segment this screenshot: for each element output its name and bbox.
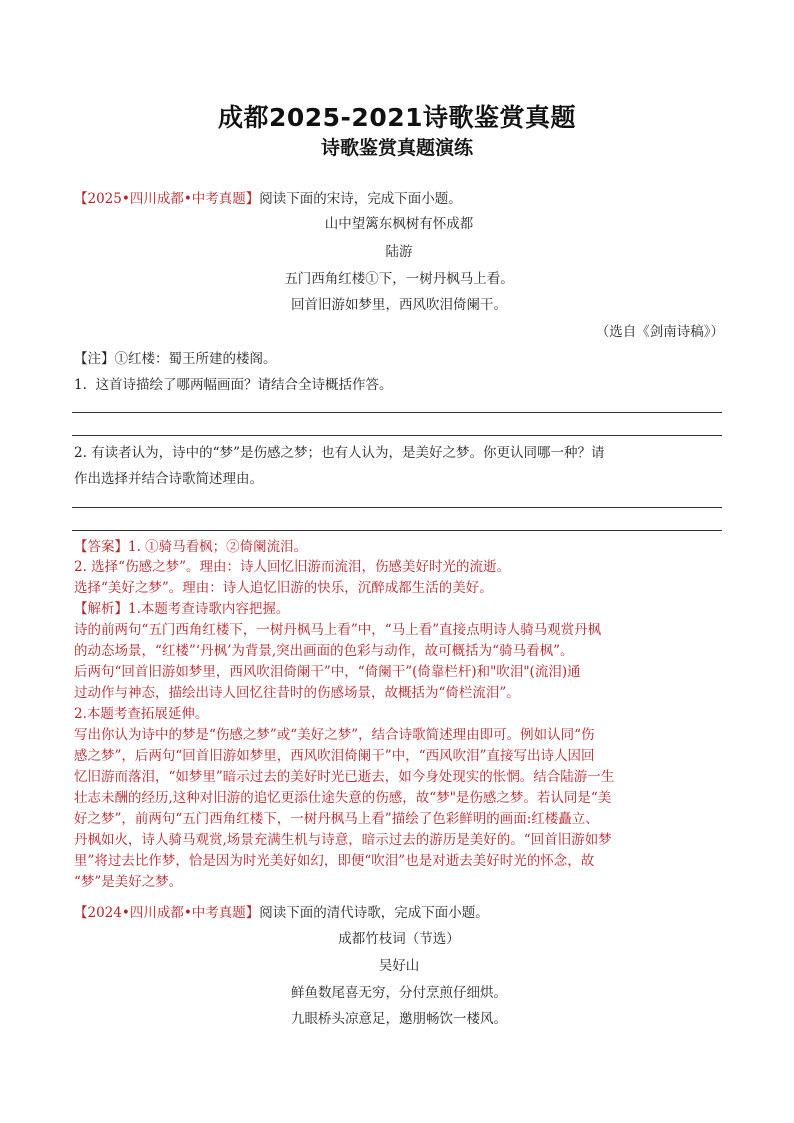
poem-note: 【注】①红楼：蜀王所建的楼阁。 <box>74 351 277 367</box>
question-number: 1. <box>74 377 87 393</box>
question-1 <box>74 374 724 396</box>
page-title: 成都2025-2021诗歌鉴赏真题 <box>217 103 577 132</box>
analysis-line-12: 丹枫如火，诗人骑马观赏,场景充满生机与诗意，暗示过去的游历是美好的。“回首旧游如梦 <box>74 832 612 848</box>
question-text: 这首诗描绘了哪两幅画面？请结合全诗概括作答。 <box>95 377 393 393</box>
exam-tag: 【2024•四川成都•中考真题】 <box>74 905 260 921</box>
answer-line-1: 【答案】1. ①骑马看枫；②倚阑流泪。 <box>74 539 308 555</box>
question-2-line-b: 作出选择并结合诗歌简述理由。 <box>74 471 263 487</box>
analysis-line-11: 好之梦”，前两句“五门西角红楼下，一树丹枫马上看”描绘了色彩鲜明的画面:红楼矗立、 <box>74 811 599 827</box>
exam-tag: 【2025•四川成都•中考真题】 <box>74 191 260 207</box>
analysis-line-1: 【解析】1.本题考查诗歌内容把握。 <box>74 601 290 617</box>
page-subtitle: 诗歌鉴赏真题演练 <box>320 137 473 159</box>
poem-line: 九眼桥头凉意足，邀朋畅饮一楼风。 <box>291 1011 507 1027</box>
poem-line: 五门西角红楼①下，一树丹枫马上看。 <box>284 271 514 287</box>
analysis-line-2: 诗的前两句“五门西角红楼下，一树丹枫马上看”中，“马上看”直接点明诗人骑马观赏丹枫 <box>74 622 602 638</box>
section-2025-header <box>74 188 724 210</box>
analysis-line-6: 2.本题考查拓展延伸。 <box>74 706 209 722</box>
poem-source: （选自《剑南诗稿》） <box>595 324 724 340</box>
answer-line-3: 选择“美好之梦”。理由：诗人追忆旧游的快乐，沉醉成都生活的美好。 <box>74 580 493 596</box>
question-2-line-a: 2. 有读者认为，诗中的“梦”是伤感之梦；也有人认为，是美好之梦。你更认同哪一种？请 <box>74 445 605 461</box>
section-intro: 阅读下面的宋诗，完成下面小题。 <box>259 191 462 207</box>
poem-author: 吴好山 <box>378 958 420 974</box>
analysis-line-5: 过动作与神态，描绘出诗人回忆往昔时的伤感场景，故概括为“倚栏流泪”。 <box>74 685 520 701</box>
analysis-line-10: 壮志未酬的经历,这种对旧游的追忆更添仕途失意的伤感，故“梦"是伤感之梦。若认同是“美 <box>74 790 612 806</box>
answer-line <box>72 530 722 531</box>
poem-title: 山中望篱东枫树有怀成都 <box>324 216 474 232</box>
poem-line: 鲜鱼数尾喜无穷，分付烹煎仔细烘。 <box>291 985 507 1001</box>
analysis-line-4: 后两句“回首旧游如梦里，西风吹泪倚阑干”中，“倚阑干”(倚靠栏杆)和"吹泪"(流泪)通 <box>74 664 581 680</box>
poem-title: 成都竹枝词（节选） <box>338 931 460 947</box>
answer-line-2: 2. 选择“伤感之梦”。理由：诗人回忆旧游而流泪，伤感美好时光的流逝。 <box>74 559 510 575</box>
answer-line <box>72 507 722 508</box>
analysis-line-3: 的动态场景，“红楼”‘丹枫’为背景,突出画面的色彩与动作，故可概括为“骑马看枫”。 <box>74 643 574 659</box>
poem-line: 回首旧游如梦里，西风吹泪倚阑干。 <box>291 297 507 313</box>
analysis-line-8: 感之梦”，后两句“回首旧游如梦里，西风吹泪倚阑干”中，“西风吹泪”直接写出诗人因回 <box>74 748 595 764</box>
analysis-line-13: 里”将过去比作梦，恰是因为时光美好如幻，即便“吹泪”也是对逝去美好时光的怀念，故 <box>74 853 595 869</box>
section-intro: 阅读下面的清代诗歌，完成下面小题。 <box>259 905 489 921</box>
analysis-line-9: 忆旧游而落泪，“如梦里”暗示过去的美好时光已逝去，如今身处现实的怅惘。结合陆游一生 <box>74 769 615 785</box>
answer-line <box>72 412 722 413</box>
section-2024-header <box>74 902 724 924</box>
answer-line <box>72 435 722 436</box>
analysis-line-14: “梦”是美好之梦。 <box>74 874 183 890</box>
analysis-line-7: 写出你认为诗中的梦是“伤感之梦”或“美好之梦”，结合诗歌简述理由即可。例如认同“伤 <box>74 727 595 743</box>
poem-author: 陆游 <box>385 244 413 260</box>
